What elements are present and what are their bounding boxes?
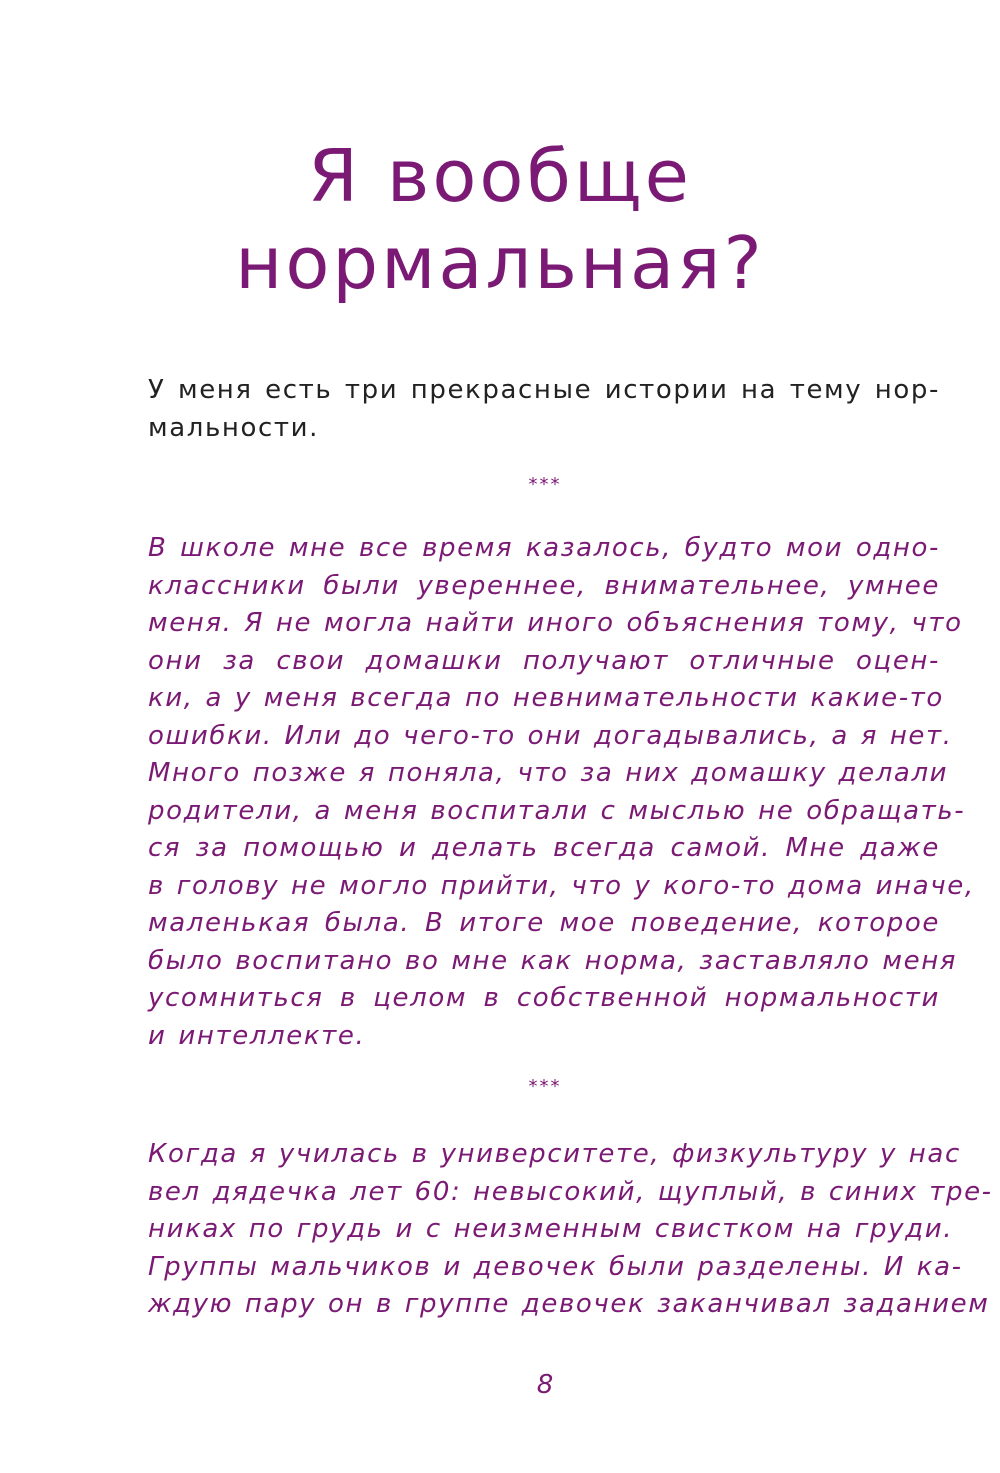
- text-line: меня. Я не могла найти иного объяснения тому, что: [148, 608, 963, 638]
- story-paragraph-school: [148, 530, 975, 1055]
- text-line: маленькая была. В итоге мое поведение, которое: [148, 908, 940, 938]
- text-line: ся за помощью и делать всегда самой. Мне даже: [148, 833, 940, 863]
- text-line: вел дядечка лет 60: невысокий, щуплый, в синих тре-: [148, 1176, 993, 1207]
- text-line: Когда я училась в университете, физкультуру у нас: [148, 1139, 961, 1169]
- text-line: в голову не могло прийти, что у кого-то дома иначе,: [148, 870, 975, 901]
- text-line: ки, а у меня всегда по невнимательности какие-то: [148, 683, 944, 713]
- text-line: усомниться в целом в собственной нормальности: [148, 983, 940, 1013]
- text-line: В школе мне все время казалось, будто мои одно-: [148, 533, 940, 563]
- text-line: они за свои домашки получают отличные оцен-: [148, 645, 940, 676]
- text-line: родители, а меня воспитали с мыслью не обращать-: [148, 795, 966, 826]
- page-number: 8: [536, 1370, 554, 1400]
- text-line: Группы мальчиков и девочек были разделены. И ка-: [148, 1251, 963, 1282]
- text-line: ошибки. Или до чего-то они догадывались, а я нет.: [148, 720, 953, 751]
- story-paragraph-university: [148, 1136, 993, 1324]
- text-line: было воспитано во мне как норма, заставляло меня: [148, 945, 958, 976]
- text-line: и интеллекте.: [148, 1020, 366, 1051]
- section-separator: ***: [528, 1076, 562, 1097]
- chapter-title-line-1: Я вообще: [308, 134, 692, 218]
- chapter-title-line-2: нормальная?: [235, 221, 765, 305]
- intro-paragraph: [148, 372, 940, 447]
- text-line: никах по грудь и с неизменным свистком на груди.: [148, 1214, 954, 1244]
- text-line: мальности.: [148, 412, 319, 443]
- text-line: У меня есть три прекрасные истории на тему нор-: [148, 375, 940, 405]
- section-separator: ***: [528, 474, 562, 495]
- text-line: классники были увереннее, внимательнее, умнее: [148, 570, 940, 601]
- text-line: Много позже я поняла, что за них домашку делали: [148, 758, 949, 788]
- text-line: ждую пару он в группе девочек заканчивал заданием: [148, 1289, 990, 1319]
